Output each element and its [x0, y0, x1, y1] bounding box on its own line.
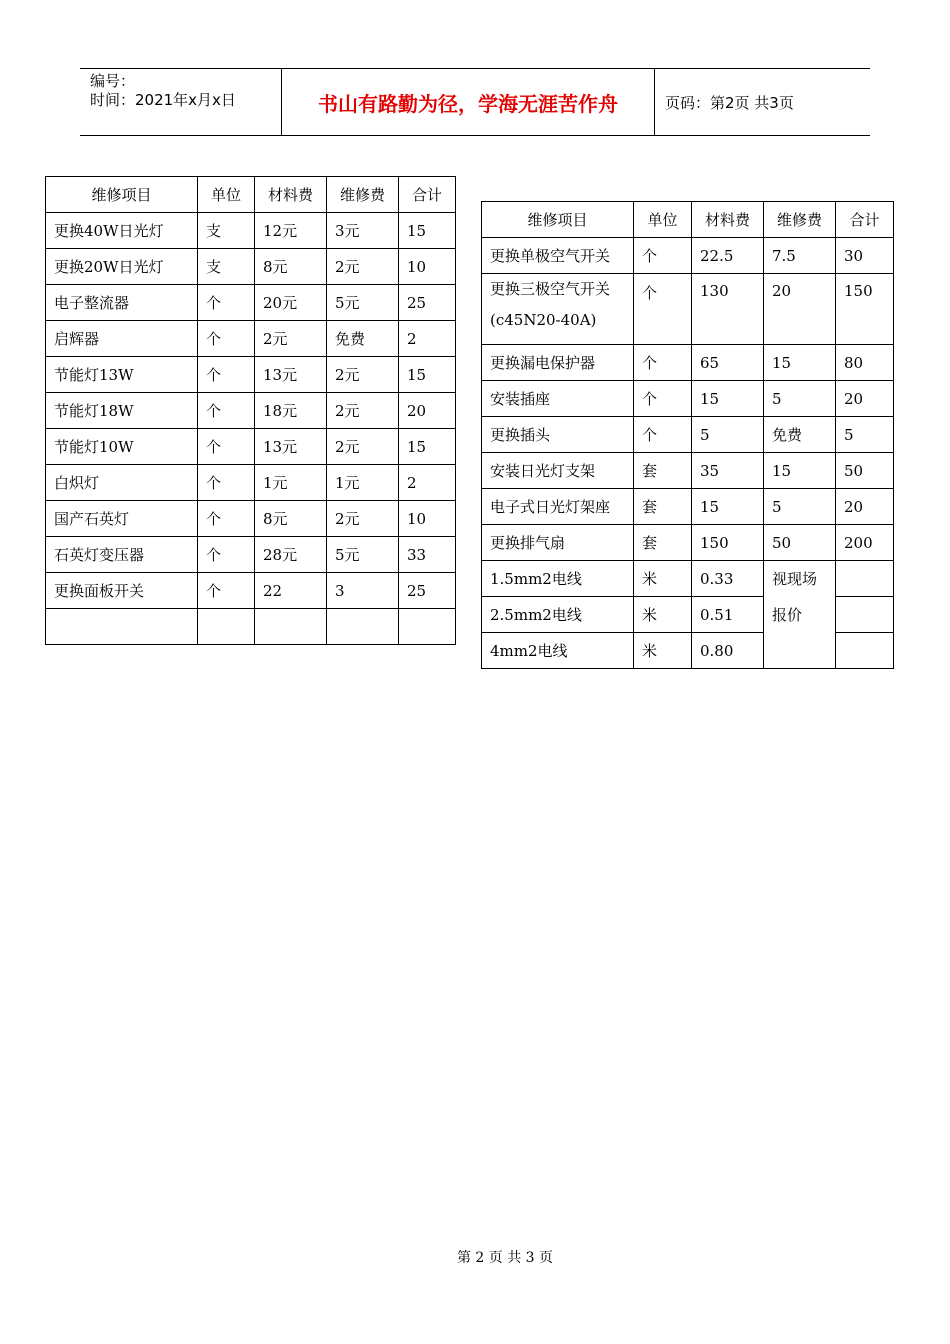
table-cell: 节能灯10W [46, 429, 198, 465]
table-cell-empty [399, 609, 456, 645]
table-cell: 个 [198, 393, 255, 429]
table-cell: 更换20W日光灯 [46, 249, 198, 285]
table-cell: 50 [764, 525, 836, 561]
table-cell: 安装插座 [482, 381, 634, 417]
table-cell: 20 [399, 393, 456, 429]
table-cell: 20 [836, 489, 894, 525]
column-header: 材料费 [692, 202, 764, 238]
table-cell: 0.80 [692, 633, 764, 669]
table-cell: 免费 [327, 321, 399, 357]
table-cell: 支 [198, 213, 255, 249]
table-cell: 8元 [255, 501, 327, 537]
table-row [482, 274, 894, 345]
table-row [46, 573, 456, 609]
table-cell: 1元 [255, 465, 327, 501]
table-cell: 更换排气扇 [482, 525, 634, 561]
table-cell: 个 [198, 465, 255, 501]
table-cell: 20 [836, 381, 894, 417]
table-cell: 个 [634, 417, 692, 453]
table-row [482, 453, 894, 489]
table-row [46, 285, 456, 321]
table-row [482, 489, 894, 525]
table-cell: 5元 [327, 285, 399, 321]
table-cell: 套 [634, 525, 692, 561]
table-header-row [46, 177, 456, 213]
table-cell-empty [255, 609, 327, 645]
table-cell: 15 [764, 453, 836, 489]
table-cell: 2元 [327, 429, 399, 465]
column-header: 维修项目 [482, 202, 634, 238]
table-row [46, 249, 456, 285]
table-cell: 50 [836, 453, 894, 489]
table-cell: 支 [198, 249, 255, 285]
table-cell: 65 [692, 345, 764, 381]
header-page-info: 页码：第2页 共3页 [665, 93, 794, 112]
page-header [80, 68, 870, 136]
column-header: 合计 [399, 177, 456, 213]
table-cell: 套 [634, 453, 692, 489]
table-cell: 30 [836, 238, 894, 274]
table-cell: 2元 [327, 249, 399, 285]
table-row [46, 465, 456, 501]
table-cell: 200 [836, 525, 894, 561]
table-cell: 个 [634, 381, 692, 417]
table-cell: 15 [692, 381, 764, 417]
table-cell: 2元 [255, 321, 327, 357]
number-label: 编号： [90, 72, 136, 90]
table-cell: 0.33 [692, 561, 764, 597]
table-row [46, 429, 456, 465]
column-header: 单位 [198, 177, 255, 213]
table-cell: 5 [836, 417, 894, 453]
table-cell: 个 [198, 429, 255, 465]
table-cell: 2元 [327, 357, 399, 393]
table-cell: 10 [399, 501, 456, 537]
table-cell: 5 [692, 417, 764, 453]
table-row [482, 381, 894, 417]
table-cell: 套 [634, 489, 692, 525]
table-cell: 33 [399, 537, 456, 573]
table-cell: 2 [399, 321, 456, 357]
table-cell: 1.5mm2电线 [482, 561, 634, 597]
table-cell: 安装日光灯支架 [482, 453, 634, 489]
table-cell: 个 [198, 501, 255, 537]
table-cell [482, 274, 634, 345]
table-cell: 25 [399, 573, 456, 609]
table-cell: 12元 [255, 213, 327, 249]
table-cell: 28元 [255, 537, 327, 573]
table-row [46, 357, 456, 393]
table-cell: 15 [692, 489, 764, 525]
column-header: 维修费 [764, 202, 836, 238]
column-header: 材料费 [255, 177, 327, 213]
table-cell: 个 [198, 357, 255, 393]
table-cell: 更换插头 [482, 417, 634, 453]
table-cell: 4mm2电线 [482, 633, 634, 669]
table-cell: 25 [399, 285, 456, 321]
table-cell: 石英灯变压器 [46, 537, 198, 573]
table-row [46, 321, 456, 357]
table-cell: 15 [399, 213, 456, 249]
table-row [46, 537, 456, 573]
table-cell: 5 [764, 489, 836, 525]
table-cell: 2 [399, 465, 456, 501]
table-header-row [482, 202, 894, 238]
table-row [482, 561, 894, 597]
onsite-quote-cell: 视现场报价 [764, 561, 836, 669]
table-cell: 8元 [255, 249, 327, 285]
table-cell: 20 [764, 274, 836, 345]
table-row [482, 525, 894, 561]
table-cell: 电子式日光灯架座 [482, 489, 634, 525]
table-cell-empty [327, 609, 399, 645]
table-cell: 个 [198, 573, 255, 609]
table-cell: 150 [836, 274, 894, 345]
table-cell: 个 [198, 321, 255, 357]
table-row [46, 213, 456, 249]
table-cell: 电子整流器 [46, 285, 198, 321]
table-cell: 节能灯18W [46, 393, 198, 429]
table-cell: 15 [399, 357, 456, 393]
table-cell: 22.5 [692, 238, 764, 274]
repair-price-table-left [45, 176, 456, 645]
table-cell: 80 [836, 345, 894, 381]
header-motto: 书山有路勤为径，学海无涯苦作舟 [282, 69, 655, 135]
table-row [482, 417, 894, 453]
time-label: 时间：2021年x月x日 [90, 91, 236, 109]
table-cell: 更换面板开关 [46, 573, 198, 609]
table-cell: 国产石英灯 [46, 501, 198, 537]
table-row [482, 238, 894, 274]
table-cell: 20元 [255, 285, 327, 321]
table-cell: 个 [634, 238, 692, 274]
table-cell: 个 [634, 345, 692, 381]
table-cell-empty [836, 633, 894, 669]
column-header: 单位 [634, 202, 692, 238]
column-header: 维修费 [327, 177, 399, 213]
table-cell: 米 [634, 597, 692, 633]
item-model: (c45N20-40A) [490, 311, 597, 329]
table-cell: 10 [399, 249, 456, 285]
table-cell: 免费 [764, 417, 836, 453]
table-cell: 2元 [327, 393, 399, 429]
table-cell: 白炽灯 [46, 465, 198, 501]
table-row [482, 345, 894, 381]
table-cell-empty [46, 609, 198, 645]
header-meta [80, 69, 282, 135]
table-cell: 150 [692, 525, 764, 561]
page-footer: 第 2 页 共 3 页 [456, 1250, 554, 1266]
table-cell: 更换漏电保护器 [482, 345, 634, 381]
table-cell: 更换单极空气开关 [482, 238, 634, 274]
table-row-empty [46, 609, 456, 645]
table-cell: 22 [255, 573, 327, 609]
table-cell: 18元 [255, 393, 327, 429]
table-cell: 1元 [327, 465, 399, 501]
table-cell: 13元 [255, 357, 327, 393]
table-cell: 更换40W日光灯 [46, 213, 198, 249]
item-name: 更换三极空气开关 [490, 280, 611, 298]
column-header: 维修项目 [46, 177, 198, 213]
table-cell: 米 [634, 633, 692, 669]
table-cell: 2.5mm2电线 [482, 597, 634, 633]
table-cell: 13元 [255, 429, 327, 465]
table-cell: 5 [764, 381, 836, 417]
table-cell: 7.5 [764, 238, 836, 274]
table-cell: 130 [692, 274, 764, 345]
table-cell: 米 [634, 561, 692, 597]
table-cell: 0.51 [692, 597, 764, 633]
table-cell: 15 [764, 345, 836, 381]
table-cell: 15 [399, 429, 456, 465]
table-cell-empty [836, 597, 894, 633]
table-cell: 3元 [327, 213, 399, 249]
table-cell: 个 [634, 274, 692, 345]
table-cell: 节能灯13W [46, 357, 198, 393]
repair-price-table-right [481, 201, 894, 669]
table-row [46, 393, 456, 429]
table-cell: 5元 [327, 537, 399, 573]
table-cell: 35 [692, 453, 764, 489]
table-cell: 个 [198, 537, 255, 573]
table-cell: 2元 [327, 501, 399, 537]
table-cell: 启辉器 [46, 321, 198, 357]
table-cell-empty [198, 609, 255, 645]
table-cell: 个 [198, 285, 255, 321]
column-header: 合计 [836, 202, 894, 238]
table-row [46, 501, 456, 537]
table-cell-empty [836, 561, 894, 597]
table-cell: 3 [327, 573, 399, 609]
